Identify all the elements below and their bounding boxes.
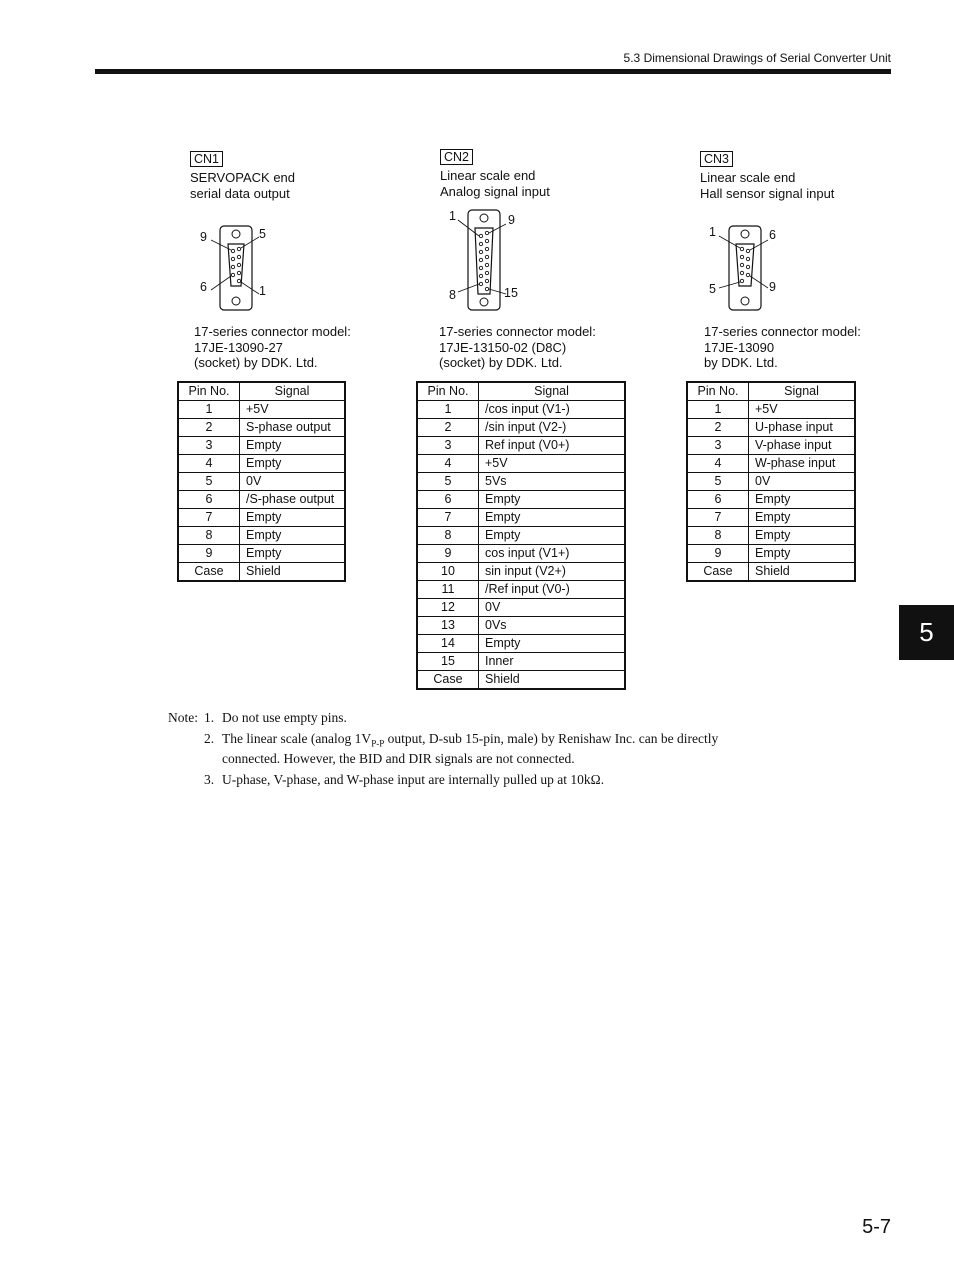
signal-cell: Empty (749, 509, 856, 527)
signal-cell: Empty (749, 527, 856, 545)
table-row (178, 473, 345, 491)
signal-cell: V-phase input (749, 437, 856, 455)
note-3-number: 3. (204, 771, 215, 787)
cn1-model-line1: 17-series connector model: (194, 324, 351, 339)
table-row (417, 401, 625, 419)
cn1-pin-table (177, 381, 346, 582)
pin-number-cell: 5 (417, 473, 479, 491)
cn2-heading (440, 149, 550, 200)
chapter-tab: 5 (899, 605, 954, 660)
table-row (417, 617, 625, 635)
table-row (417, 509, 625, 527)
table-row (178, 419, 345, 437)
pin-number-cell: 4 (417, 455, 479, 473)
signal-cell: U-phase input (749, 419, 856, 437)
cn3-model-line2: 17JE-13090 (704, 339, 775, 355)
cn1-model-line3: (socket) by DDK. Ltd. (194, 355, 318, 370)
signal-cell: /cos input (V1-) (479, 401, 626, 419)
pin-number-cell: Case (687, 563, 749, 582)
signal-cell: Shield (479, 671, 626, 690)
pin-number-cell: 7 (687, 509, 749, 527)
cn3-model-line1: 17-series connector model: (704, 324, 861, 339)
pin-number-cell: 6 (687, 491, 749, 509)
pin-number-cell: 12 (417, 599, 479, 617)
pin-number-cell: 1 (687, 401, 749, 419)
table-row (417, 653, 625, 671)
signal-cell: /Ref input (V0-) (479, 581, 626, 599)
table-row (417, 473, 625, 491)
cn2-desc-line2: Analog signal input (440, 184, 550, 199)
cn1-model (194, 324, 351, 371)
note-2-text-c: connected. However, the BID and DIR signals are not connected. (222, 751, 575, 766)
table-row (178, 527, 345, 545)
pin-number-cell: 7 (417, 509, 479, 527)
note-3-text: U-phase, V-phase, and W-phase input are internally pulled up at 10kΩ. (222, 771, 605, 787)
cn2-pin-table (416, 381, 626, 690)
table-row (417, 563, 625, 581)
pin-number-cell: 4 (687, 455, 749, 473)
pin-number-cell: 1 (178, 401, 240, 419)
section-header: 5.3 Dimensional Drawings of Serial Converter Unit (623, 51, 891, 65)
table-row (178, 437, 345, 455)
cn2-model-line3: (socket) by DDK. Ltd. (439, 355, 563, 370)
cn1-pin-label-5: 5 (259, 227, 266, 241)
cn3-heading (700, 151, 834, 202)
pin-number-cell: 3 (687, 437, 749, 455)
signal-cell: Empty (240, 437, 346, 455)
pin-number-cell: 5 (687, 473, 749, 491)
signal-cell: Empty (749, 545, 856, 563)
signal-cell: W-phase input (749, 455, 856, 473)
signal-cell: Inner (479, 653, 626, 671)
table-row (687, 473, 855, 491)
table-row (178, 563, 345, 582)
signal-cell: Empty (240, 527, 346, 545)
pin-number-cell: 13 (417, 617, 479, 635)
signal-cell: 0V (479, 599, 626, 617)
note-2-text-b: output, D-sub 15-pin, male) by Renishaw Inc. can be directly (384, 730, 719, 746)
signal-cell: sin input (V2+) (479, 563, 626, 581)
note-1-number: 1. (204, 710, 215, 725)
signal-cell: 0V (749, 473, 856, 491)
signal-cell: Ref input (V0+) (479, 437, 626, 455)
signal-cell: cos input (V1+) (479, 545, 626, 563)
cn2-model-line1: 17-series connector model: (439, 324, 596, 339)
table-row (417, 581, 625, 599)
cn3-pin-label-1: 1 (709, 225, 716, 239)
table-row (417, 527, 625, 545)
signal-cell: Empty (479, 635, 626, 653)
cn1-desc-line2: serial data output (190, 186, 290, 201)
cn3-desc-line1: Linear scale end (700, 170, 796, 185)
pin-number-cell: 8 (417, 527, 479, 545)
cn1-pin-label-6: 6 (200, 280, 207, 294)
signal-cell: +5V (749, 401, 856, 419)
pin-number-cell: 2 (417, 419, 479, 437)
pin-number-cell: 7 (178, 509, 240, 527)
cn2-pin-label-15: 15 (504, 286, 518, 300)
cn3-model (704, 324, 861, 371)
table-row (178, 491, 345, 509)
table-row (417, 455, 625, 473)
table-row (178, 455, 345, 473)
table-row (417, 419, 625, 437)
note-2 (168, 729, 719, 750)
pin-no-header: Pin No. (687, 382, 749, 401)
cn2-label: CN2 (440, 149, 473, 165)
note-prefix: Note: (168, 710, 198, 725)
table-row (687, 401, 855, 419)
table-row (687, 563, 855, 582)
pin-number-cell: 8 (178, 527, 240, 545)
table-row (178, 509, 345, 527)
pin-number-cell: 3 (178, 437, 240, 455)
cn1-model-line2: 17JE-13090-27 (194, 339, 283, 355)
cn2-desc-line1: Linear scale end (440, 168, 536, 183)
cn1-heading (190, 151, 295, 202)
pin-no-header: Pin No. (178, 382, 240, 401)
table-row (417, 635, 625, 653)
pin-number-cell: 3 (417, 437, 479, 455)
signal-cell: +5V (240, 401, 346, 419)
cn1-connector-drawing (195, 222, 275, 314)
pin-number-cell: 6 (417, 491, 479, 509)
cn1-pin-label-1: 1 (259, 284, 266, 298)
cn1-desc-line1: SERVOPACK end (190, 170, 296, 185)
signal-cell: /sin input (V2-) (479, 419, 626, 437)
signal-cell: 0Vs (479, 617, 626, 635)
pin-number-cell: 2 (687, 419, 749, 437)
signal-cell: Empty (240, 455, 346, 473)
table-row (417, 437, 625, 455)
pin-number-cell: Case (178, 563, 240, 582)
signal-cell: Empty (479, 527, 626, 545)
table-row (687, 419, 855, 437)
signal-cell: Empty (479, 491, 626, 509)
signal-cell: Shield (749, 563, 856, 582)
pin-number-cell: Case (417, 671, 479, 690)
pin-number-cell: 9 (417, 545, 479, 563)
header-rule (95, 69, 891, 74)
pin-number-cell: 5 (178, 473, 240, 491)
table-row (687, 509, 855, 527)
cn3-pin-label-6: 6 (769, 228, 776, 242)
cn2-model-line2: 17JE-13150-02 (D8C) (439, 339, 567, 355)
cn3-desc-line2: Hall sensor signal input (700, 186, 835, 201)
signal-cell: 0V (240, 473, 346, 491)
signal-cell: S-phase output (240, 419, 346, 437)
cn2-pin-label-8: 8 (449, 288, 456, 302)
cn3-model-line3: by DDK. Ltd. (704, 355, 778, 370)
table-row (417, 491, 625, 509)
signal-cell: Empty (240, 509, 346, 527)
note-2-subscript: P-P (371, 738, 385, 749)
pin-number-cell: 9 (687, 545, 749, 563)
note-2-text-a: The linear scale (analog 1V (222, 730, 372, 746)
pin-no-header: Pin No. (417, 382, 479, 401)
pin-number-cell: 1 (417, 401, 479, 419)
signal-cell: Shield (240, 563, 346, 582)
signal-cell: Empty (749, 491, 856, 509)
pin-number-cell: 8 (687, 527, 749, 545)
signal-header: Signal (240, 382, 346, 401)
pin-number-cell: 9 (178, 545, 240, 563)
table-row (687, 455, 855, 473)
pin-number-cell: 11 (417, 581, 479, 599)
note-1 (168, 708, 347, 729)
note-3 (168, 770, 605, 791)
cn3-label: CN3 (700, 151, 733, 167)
pin-number-cell: 15 (417, 653, 479, 671)
note-2-number: 2. (204, 730, 215, 746)
table-row (417, 671, 625, 690)
signal-header: Signal (479, 382, 626, 401)
table-row (687, 545, 855, 563)
table-row (687, 527, 855, 545)
pin-number-cell: 6 (178, 491, 240, 509)
page-number: 5-7 (862, 1216, 891, 1238)
table-row (687, 437, 855, 455)
table-row (178, 545, 345, 563)
cn2-pin-label-1: 1 (449, 209, 456, 223)
cn3-connector-drawing (705, 222, 785, 314)
cn1-label: CN1 (190, 151, 223, 167)
pin-number-cell: 10 (417, 563, 479, 581)
signal-cell: +5V (479, 455, 626, 473)
table-row (417, 599, 625, 617)
cn3-pin-label-5: 5 (709, 282, 716, 296)
table-row (417, 545, 625, 563)
pin-number-cell: 14 (417, 635, 479, 653)
cn1-pin-label-9: 9 (200, 230, 207, 244)
cn3-pin-label-9: 9 (769, 280, 776, 294)
table-row (178, 401, 345, 419)
cn2-pin-label-9: 9 (508, 213, 515, 227)
signal-cell: Empty (240, 545, 346, 563)
note-2-continued (168, 749, 575, 770)
signal-cell: /S-phase output (240, 491, 346, 509)
pin-number-cell: 2 (178, 419, 240, 437)
cn2-connector-drawing (444, 206, 534, 316)
pin-number-cell: 4 (178, 455, 240, 473)
signal-cell: 5Vs (479, 473, 626, 491)
table-row (687, 491, 855, 509)
note-1-text: Do not use empty pins. (222, 710, 347, 725)
cn3-pin-table (686, 381, 856, 582)
signal-cell: Empty (479, 509, 626, 527)
signal-header: Signal (749, 382, 856, 401)
cn2-model (439, 324, 596, 371)
notes (168, 708, 719, 790)
